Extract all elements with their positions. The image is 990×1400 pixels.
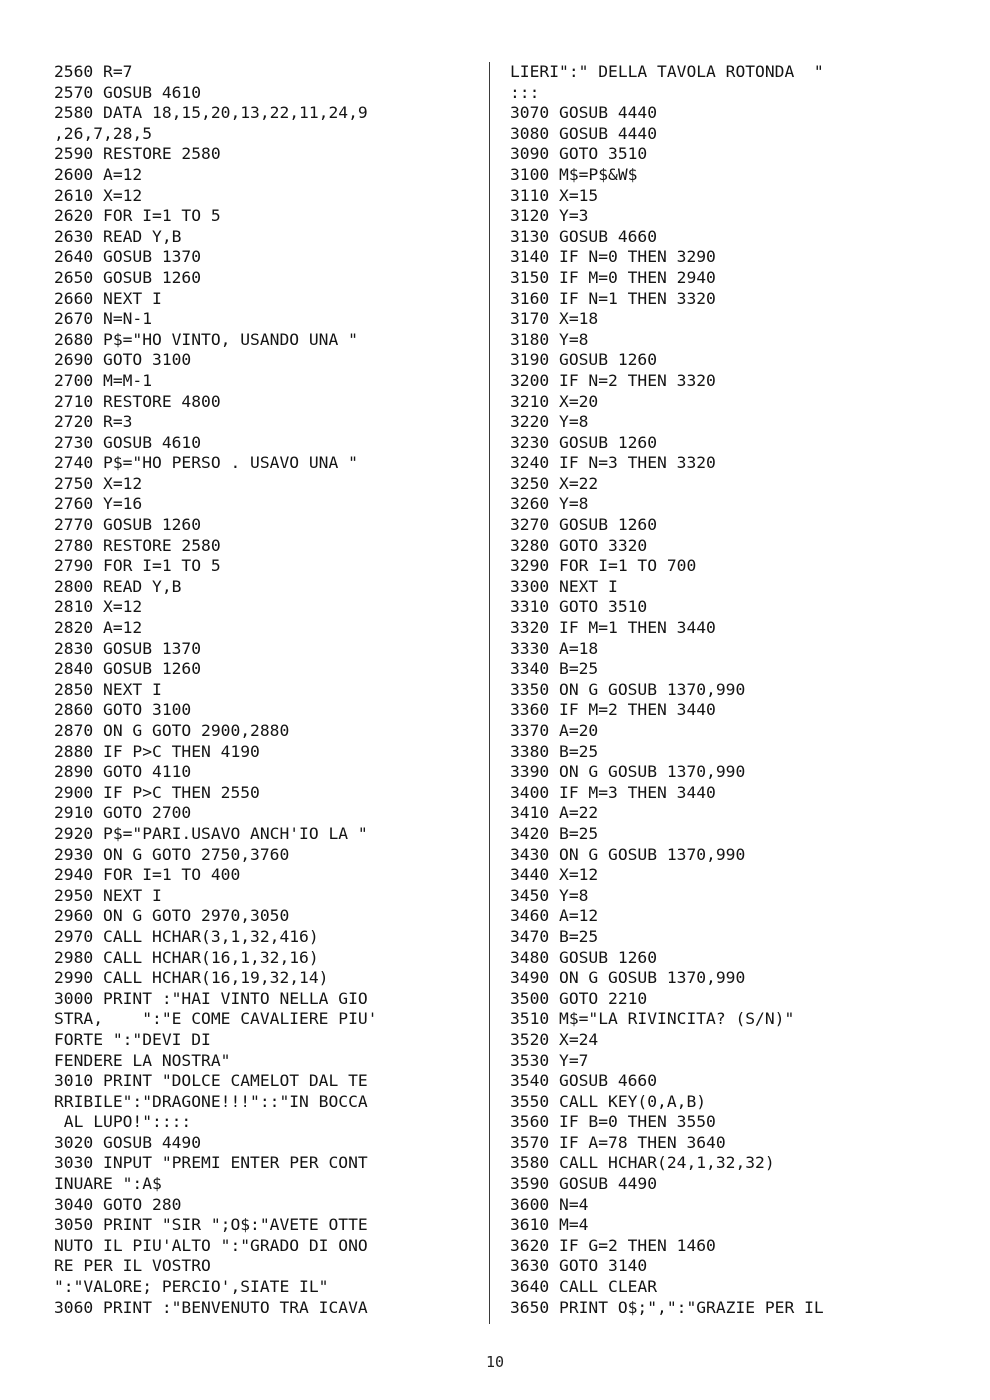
code-line: 2630 READ Y,B [54,226,182,246]
code-line: 3020 GOSUB 4490 [54,1132,202,1152]
code-line: 2570 GOSUB 4610 [54,82,202,102]
code-line: 3040 GOTO 280 [54,1194,182,1214]
code-line: 2800 READ Y,B [54,576,182,596]
code-line: 3050 PRINT "SIR ";O$:"AVETE OTTE [54,1215,368,1235]
code-line: 3410 A=22 [510,803,599,823]
page-number: 10 [485,1353,505,1371]
code-line: 3350 ON G GOSUB 1370,990 [510,679,746,699]
code-line: 3490 ON G GOSUB 1370,990 [510,968,746,988]
code-line: 2620 FOR I=1 TO 5 [54,206,221,226]
code-line: 2660 NEXT I [54,288,162,308]
code-line: 3360 IF M=2 THEN 3440 [510,700,716,720]
code-line: 3580 CALL HCHAR(24,1,32,32) [510,1153,775,1173]
code-line: 3540 GOSUB 4660 [510,1071,658,1091]
code-line: 2700 M=M-1 [54,370,153,390]
code-line: 2890 GOTO 4110 [54,762,192,782]
code-line: 2680 P$="HO VINTO, USANDO UNA " [54,329,358,349]
code-line: 3440 X=12 [510,865,599,885]
code-line: 2860 GOTO 3100 [54,700,192,720]
code-line: 3220 Y=8 [510,412,589,432]
code-line: 3400 IF M=3 THEN 3440 [510,782,716,802]
code-line: 2580 DATA 18,15,20,13,22,11,24,9 [54,103,368,123]
code-line: 3430 ON G GOSUB 1370,990 [510,844,746,864]
code-line: 3370 A=20 [510,721,599,740]
code-line: 3120 Y=3 [510,206,589,226]
code-line: 2920 P$="PARI.USAVO ANCH'IO LA " [54,823,368,843]
code-line: 3510 M$="LA RIVINCITA? (S/N)" [510,1009,795,1029]
code-line: 3320 IF M=1 THEN 3440 [510,618,716,638]
code-line: 3250 X=22 [510,473,599,493]
code-line: 3480 GOSUB 1260 [510,947,658,967]
code-line: 2810 X=12 [54,597,143,617]
code-line: 2950 NEXT I [54,885,162,905]
code-line: 3420 B=25 [510,823,599,843]
code-line: 2730 GOSUB 4610 [54,432,202,452]
code-line: 2600 A=12 [54,164,143,184]
code-line: 3530 Y=7 [510,1050,589,1070]
code-line: 3560 IF B=0 THEN 3550 [510,1112,716,1132]
code-line: 2960 ON G GOTO 2970,3050 [54,906,290,926]
code-line: RRIBILE":"DRAGONE!!!"::"IN BOCCA [54,1091,368,1111]
code-line: 3150 IF M=0 THEN 2940 [510,267,716,287]
code-line: 2880 IF P>C THEN 4190 [54,741,260,761]
code-line: 2690 GOTO 3100 [54,350,192,370]
code-line: 3330 A=18 [510,638,599,658]
code-line: 3650 PRINT O$;",":"GRAZIE PER IL [510,1297,824,1317]
code-line: 3080 GOSUB 4440 [510,123,658,143]
code-line: 3240 IF N=3 THEN 3320 [510,453,716,473]
code-line: FORTE ":"DEVI DI [54,1029,211,1049]
code-line: 2560 R=7 [54,62,133,81]
code-line: 3620 IF G=2 THEN 1460 [510,1235,716,1255]
code-line: 3260 Y=8 [510,494,589,514]
code-line: 3160 IF N=1 THEN 3320 [510,288,716,308]
code-line: 2710 RESTORE 4800 [54,391,221,411]
code-line: 2830 GOSUB 1370 [54,638,202,658]
code-line: 3100 M$=P$&W$ [510,164,638,184]
code-line: 2970 CALL HCHAR(3,1,32,416) [54,926,319,946]
code-line: 2770 GOSUB 1260 [54,515,202,535]
code-line: 2670 N=N-1 [54,309,153,329]
code-line: 3060 PRINT :"BENVENUTO TRA ICAVA [54,1297,368,1317]
code-line: 3610 M=4 [510,1215,589,1235]
code-line: FENDERE LA NOSTRA" [54,1050,231,1070]
code-line: 3030 INPUT "PREMI ENTER PER CONT [54,1153,368,1173]
code-line: 3590 GOSUB 4490 [510,1174,658,1194]
code-line: NUTO IL PIU'ALTO ":"GRADO DI ONO [54,1235,368,1255]
code-line: 2610 X=12 [54,185,143,205]
code-line: STRA, ":"E COME CAVALIERE PIU' [54,1009,378,1029]
left-code-column [54,62,474,1318]
code-line: 3630 GOTO 3140 [510,1256,648,1276]
code-line: 2780 RESTORE 2580 [54,535,221,555]
code-line: 2590 RESTORE 2580 [54,144,221,164]
code-line: 3570 IF A=78 THEN 3640 [510,1132,726,1152]
code-line: 3500 GOTO 2210 [510,988,648,1008]
code-line: 2850 NEXT I [54,679,162,699]
code-line: 3470 B=25 [510,926,599,946]
code-line: 2930 ON G GOTO 2750,3760 [54,844,290,864]
code-line: 2820 A=12 [54,618,143,638]
code-line: 3110 X=15 [510,185,599,205]
code-line: 2870 ON G GOTO 2900,2880 [54,721,290,740]
code-line: 3230 GOSUB 1260 [510,432,658,452]
code-line: 3290 FOR I=1 TO 700 [510,556,697,576]
column-divider [489,62,490,1324]
code-line: 2900 IF P>C THEN 2550 [54,782,260,802]
right-code-column [510,62,950,1318]
code-line: 2740 P$="HO PERSO . USAVO UNA " [54,453,358,473]
code-line: 2840 GOSUB 1260 [54,659,202,679]
code-line: 2750 X=12 [54,473,143,493]
code-line: 2790 FOR I=1 TO 5 [54,556,221,576]
code-line: 3450 Y=8 [510,885,589,905]
code-line: 3270 GOSUB 1260 [510,515,658,535]
code-line: 2650 GOSUB 1260 [54,267,202,287]
code-line: ":"VALORE; PERCIO',SIATE IL" [54,1277,329,1297]
code-line: LIERI":" DELLA TAVOLA ROTONDA " [510,62,824,81]
code-line: 3170 X=18 [510,309,599,329]
code-line: 2760 Y=16 [54,494,143,514]
code-line: 3520 X=24 [510,1029,599,1049]
code-line: 2910 GOTO 2700 [54,803,192,823]
code-line: INUARE ":A$ [54,1174,162,1194]
code-line: 3210 X=20 [510,391,599,411]
code-line: ,26,7,28,5 [54,123,153,143]
code-line: 3280 GOTO 3320 [510,535,648,555]
code-line: 3140 IF N=0 THEN 3290 [510,247,716,267]
code-line: 3340 B=25 [510,659,599,679]
code-line: 3300 NEXT I [510,576,618,596]
code-line: 3000 PRINT :"HAI VINTO NELLA GIO [54,988,368,1008]
code-line: 2980 CALL HCHAR(16,1,32,16) [54,947,319,967]
code-line: 3090 GOTO 3510 [510,144,648,164]
code-line: 3550 CALL KEY(0,A,B) [510,1091,707,1111]
code-line: 3010 PRINT "DOLCE CAMELOT DAL TE [54,1071,368,1091]
code-line: 3460 A=12 [510,906,599,926]
code-line: 3200 IF N=2 THEN 3320 [510,370,716,390]
code-line: 3390 ON G GOSUB 1370,990 [510,762,746,782]
code-line: 2640 GOSUB 1370 [54,247,202,267]
code-line: RE PER IL VOSTRO [54,1256,211,1276]
code-line: 3310 GOTO 3510 [510,597,648,617]
code-line: 3180 Y=8 [510,329,589,349]
code-line: ::: [510,82,540,102]
code-line: 2720 R=3 [54,412,133,432]
code-line: 3190 GOSUB 1260 [510,350,658,370]
code-line: 3600 N=4 [510,1194,589,1214]
code-line: 3070 GOSUB 4440 [510,103,658,123]
code-line: 3380 B=25 [510,741,599,761]
code-line: 3640 CALL CLEAR [510,1277,658,1297]
code-line: 2940 FOR I=1 TO 400 [54,865,241,885]
code-line: 2990 CALL HCHAR(16,19,32,14) [54,968,329,988]
code-line: AL LUPO!":::: [54,1112,192,1132]
code-line: 3130 GOSUB 4660 [510,226,658,246]
